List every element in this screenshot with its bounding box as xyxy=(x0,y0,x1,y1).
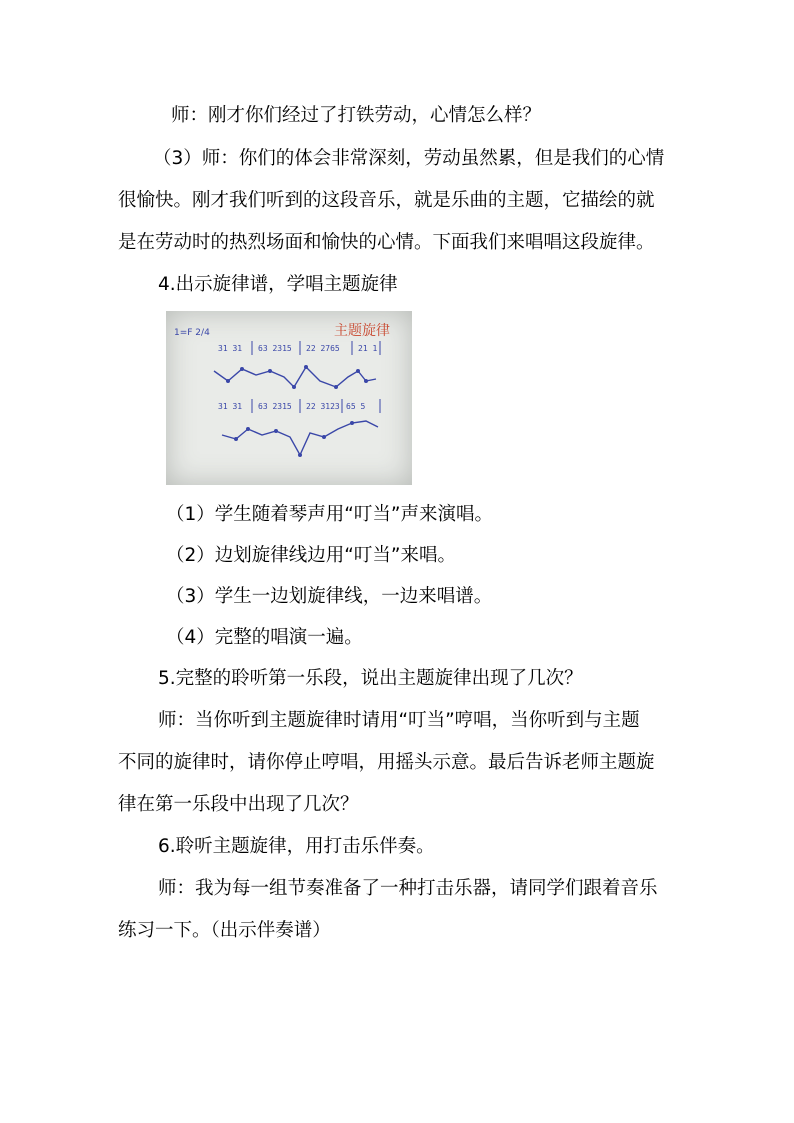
score-row2-measure-3: 22 3123 xyxy=(306,402,340,411)
substep-3: （3）学生一边划旋律线，一边来唱谱。 xyxy=(166,586,493,607)
substep-4: （4）完整的唱演一遍。 xyxy=(166,627,363,648)
heading-step-5: 5.完整的聆听第一乐段，说出主题旋律出现了几次？ xyxy=(158,668,583,689)
paragraph-step-3-line-1: （3）师：你们的体会非常深刻，劳动虽然累，但是我们的心情 xyxy=(153,148,665,169)
score-row1-measure-2: 63 2315 xyxy=(258,344,292,353)
paragraph-step-6-line-1: 师：我为每一组节奏准备了一种打击乐器，请同学们跟着音乐 xyxy=(158,878,658,899)
melody-line-2 xyxy=(222,421,378,455)
score-row2-measure-1: 31 31 xyxy=(218,402,243,411)
score-row2-measure-4: 65 5 xyxy=(346,402,366,411)
score-row1-measure-4: 21 1 xyxy=(358,344,378,353)
paragraph-step-5-line-1: 师：当你听到主题旋律时请用“叮当”哼唱，当你听到与主题 xyxy=(158,710,640,731)
substep-1: （1）学生随着琴声用“叮当”声来演唱。 xyxy=(166,504,493,525)
melody-score-drawing xyxy=(166,311,412,485)
paragraph-step-5-line-2: 不同的旋律时，请你停止哼唱，用摇头示意。最后告诉老师主题旋 xyxy=(118,752,655,773)
score-row2-measure-2: 63 2315 xyxy=(258,402,292,411)
paragraph-teacher-question: 师：刚才你们经过了打铁劳动，心情怎么样？ xyxy=(171,105,542,126)
paragraph-step-5-line-3: 律在第一乐段中出现了几次？ xyxy=(118,794,359,815)
score-title-label: 主题旋律 xyxy=(334,323,390,339)
melody-score-photo xyxy=(166,311,412,485)
paragraph-step-3-line-3: 是在劳动时的热烈场面和愉快的心情。下面我们来唱唱这段旋律。 xyxy=(118,232,655,253)
key-signature-label: 1=F 2/4 xyxy=(174,328,210,338)
score-row1-measure-3: 22 2765 xyxy=(306,344,340,353)
substep-2: （2）边划旋律线边用“叮当”来唱。 xyxy=(166,545,456,566)
paragraph-step-3-line-2: 很愉快。刚才我们听到的这段音乐，就是乐曲的主题，它描绘的就 xyxy=(118,190,655,211)
paragraph-step-6-line-2: 练习一下。（出示伴奏谱） xyxy=(118,920,331,941)
heading-step-6: 6.聆听主题旋律，用打击乐伴奏。 xyxy=(158,836,435,857)
melody-line-1 xyxy=(214,367,376,387)
score-row1-measure-1: 31 31 xyxy=(218,344,243,353)
heading-step-4: 4.出示旋律谱，学唱主题旋律 xyxy=(158,274,398,295)
